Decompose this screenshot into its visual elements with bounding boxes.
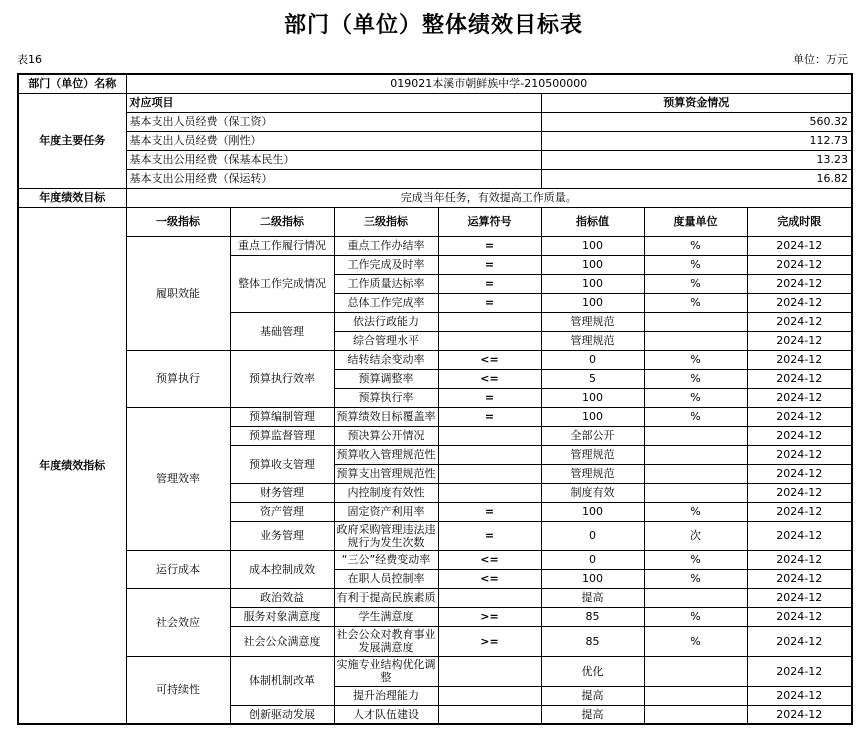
level2-cell: 整体工作完成情况 — [230, 255, 334, 312]
indicator-row — [18, 588, 852, 607]
header-unit: 度量单位 — [644, 207, 747, 236]
level2-cell: 预算监督管理 — [230, 426, 334, 445]
header-level2: 二级指标 — [230, 207, 334, 236]
indicator-row — [18, 350, 852, 369]
header-deadline: 完成时限 — [747, 207, 852, 236]
level3-cell: 预算执行率 — [334, 388, 438, 407]
target-value-cell: 管理规范 — [541, 445, 644, 464]
level3-cell: 重点工作办结率 — [334, 236, 438, 255]
deadline-cell: 2024-12 — [747, 255, 852, 274]
target-value-cell: 0 — [541, 350, 644, 369]
level2-cell: 创新驱动发展 — [230, 705, 334, 724]
level1-cell: 预算执行 — [126, 350, 230, 407]
performance-target-table — [17, 73, 853, 725]
target-value-cell: 全部公开 — [541, 426, 644, 445]
target-value-cell: 100 — [541, 407, 644, 426]
level2-cell: 财务管理 — [230, 483, 334, 502]
deadline-cell: 2024-12 — [747, 274, 852, 293]
deadline-cell: 2024-12 — [747, 656, 852, 686]
level1-cell: 社会效应 — [126, 588, 230, 656]
operator-cell — [438, 656, 541, 686]
unit-cell: % — [644, 502, 747, 521]
unit-label: 单位：万元 — [793, 53, 848, 66]
task-project: 基本支出人员经费（刚性） — [126, 131, 541, 150]
level1-cell: 可持续性 — [126, 656, 230, 724]
tasks-header-row — [18, 93, 852, 112]
target-value-cell: 管理规范 — [541, 464, 644, 483]
level3-cell: 在职人员控制率 — [334, 569, 438, 588]
operator-cell: = — [438, 293, 541, 312]
deadline-cell: 2024-12 — [747, 569, 852, 588]
target-value-cell: 管理规范 — [541, 312, 644, 331]
target-value-cell: 85 — [541, 607, 644, 626]
operator-cell: = — [438, 236, 541, 255]
level2-cell: 业务管理 — [230, 521, 334, 550]
tasks-label: 年度主要任务 — [18, 93, 126, 188]
target-value-cell: 0 — [541, 550, 644, 569]
unit-cell — [644, 588, 747, 607]
target-value-cell: 制度有效 — [541, 483, 644, 502]
target-value-cell: 100 — [541, 569, 644, 588]
target-value-cell: 优化 — [541, 656, 644, 686]
unit-cell — [644, 483, 747, 502]
deadline-cell: 2024-12 — [747, 686, 852, 705]
target-value-cell: 提高 — [541, 686, 644, 705]
unit-cell — [644, 705, 747, 724]
operator-cell — [438, 483, 541, 502]
target-value-cell: 提高 — [541, 705, 644, 724]
deadline-cell: 2024-12 — [747, 502, 852, 521]
task-project: 基本支出公用经费（保基本民生） — [126, 150, 541, 169]
deadline-cell: 2024-12 — [747, 369, 852, 388]
operator-cell — [438, 686, 541, 705]
level3-cell: 依法行政能力 — [334, 312, 438, 331]
unit-cell — [644, 445, 747, 464]
level3-cell: 综合管理水平 — [334, 331, 438, 350]
header-level1: 一级指标 — [126, 207, 230, 236]
level2-cell: 政治效益 — [230, 588, 334, 607]
deadline-cell: 2024-12 — [747, 350, 852, 369]
unit-cell: % — [644, 407, 747, 426]
task-budget: 560.32 — [541, 112, 852, 131]
level3-cell: 总体工作完成率 — [334, 293, 438, 312]
page-title: 部门（单位）整体绩效目标表 — [283, 12, 583, 38]
unit-cell: % — [644, 255, 747, 274]
unit-cell: % — [644, 369, 747, 388]
unit-cell: 次 — [644, 521, 747, 550]
deadline-cell: 2024-12 — [747, 464, 852, 483]
level3-cell: “三公”经费变动率 — [334, 550, 438, 569]
deadline-cell: 2024-12 — [747, 293, 852, 312]
level1-cell: 运行成本 — [126, 550, 230, 588]
operator-cell: = — [438, 502, 541, 521]
level3-cell: 实施专业结构优化调整 — [334, 656, 438, 686]
operator-cell: = — [438, 407, 541, 426]
deadline-cell: 2024-12 — [747, 550, 852, 569]
indicators-label: 年度绩效指标 — [18, 207, 126, 724]
operator-cell: <= — [438, 350, 541, 369]
unit-cell: % — [644, 236, 747, 255]
unit-cell: % — [644, 607, 747, 626]
operator-cell: >= — [438, 626, 541, 656]
operator-cell — [438, 588, 541, 607]
indicator-row — [18, 656, 852, 686]
level3-cell: 工作质量达标率 — [334, 274, 438, 293]
level1-cell: 履职效能 — [126, 236, 230, 350]
level2-cell: 预算执行效率 — [230, 350, 334, 407]
level2-cell: 资产管理 — [230, 502, 334, 521]
task-project: 基本支出公用经费（保运转） — [126, 169, 541, 188]
unit-cell: % — [644, 350, 747, 369]
level3-cell: 结转结余变动率 — [334, 350, 438, 369]
unit-cell: % — [644, 569, 747, 588]
target-value-cell: 85 — [541, 626, 644, 656]
operator-cell: <= — [438, 369, 541, 388]
level2-cell: 服务对象满意度 — [230, 607, 334, 626]
level3-cell: 预算支出管理规范性 — [334, 464, 438, 483]
indicator-row — [18, 236, 852, 255]
unit-cell — [644, 426, 747, 445]
task-row — [18, 112, 852, 131]
operator-cell: = — [438, 274, 541, 293]
unit-cell: % — [644, 388, 747, 407]
operator-cell — [438, 312, 541, 331]
deadline-cell: 2024-12 — [747, 312, 852, 331]
unit-cell: % — [644, 274, 747, 293]
level3-cell: 预算绩效目标覆盖率 — [334, 407, 438, 426]
level2-cell: 预算收支管理 — [230, 445, 334, 483]
operator-cell: = — [438, 388, 541, 407]
operator-cell: >= — [438, 607, 541, 626]
target-value-cell: 100 — [541, 388, 644, 407]
task-budget: 16.82 — [541, 169, 852, 188]
target-value-cell: 100 — [541, 502, 644, 521]
deadline-cell: 2024-12 — [747, 705, 852, 724]
unit-cell — [644, 656, 747, 686]
level3-cell: 人才队伍建设 — [334, 705, 438, 724]
target-value-cell: 5 — [541, 369, 644, 388]
deadline-cell: 2024-12 — [747, 445, 852, 464]
level3-cell: 工作完成及时率 — [334, 255, 438, 274]
operator-cell: = — [438, 255, 541, 274]
task-row — [18, 150, 852, 169]
level3-cell: 内控制度有效性 — [334, 483, 438, 502]
target-value-cell: 100 — [541, 255, 644, 274]
level3-cell: 学生满意度 — [334, 607, 438, 626]
target-value-cell: 提高 — [541, 588, 644, 607]
level3-cell: 提升治理能力 — [334, 686, 438, 705]
unit-cell — [644, 312, 747, 331]
deadline-cell: 2024-12 — [747, 626, 852, 656]
unit-cell — [644, 464, 747, 483]
goal-text: 完成当年任务，有效提高工作质量。 — [126, 188, 852, 207]
level2-cell: 成本控制成效 — [230, 550, 334, 588]
unit-cell — [644, 331, 747, 350]
unit-cell: % — [644, 293, 747, 312]
header-level3: 三级指标 — [334, 207, 438, 236]
level3-cell: 政府采购管理违法违规行为发生次数 — [334, 521, 438, 550]
level3-cell: 有利于提高民族素质 — [334, 588, 438, 607]
task-budget: 112.73 — [541, 131, 852, 150]
goal-label: 年度绩效目标 — [18, 188, 126, 207]
unit-cell: % — [644, 626, 747, 656]
deadline-cell: 2024-12 — [747, 407, 852, 426]
operator-cell — [438, 705, 541, 724]
task-project: 基本支出人员经费（保工资） — [126, 112, 541, 131]
level2-cell: 体制机制改革 — [230, 656, 334, 705]
deadline-cell: 2024-12 — [747, 331, 852, 350]
deadline-cell: 2024-12 — [747, 388, 852, 407]
project-header: 对应项目 — [126, 93, 541, 112]
level1-cell: 管理效率 — [126, 407, 230, 550]
task-row — [18, 169, 852, 188]
target-value-cell: 100 — [541, 274, 644, 293]
level3-cell: 预算收入管理规范性 — [334, 445, 438, 464]
unit-cell: % — [644, 550, 747, 569]
operator-cell — [438, 445, 541, 464]
level2-cell: 基础管理 — [230, 312, 334, 350]
operator-cell — [438, 464, 541, 483]
target-value-cell: 管理规范 — [541, 331, 644, 350]
level2-cell: 社会公众满意度 — [230, 626, 334, 656]
goal-row — [18, 188, 852, 207]
level2-cell: 重点工作履行情况 — [230, 236, 334, 255]
level3-cell: 预决算公开情况 — [334, 426, 438, 445]
table-number: 表16 — [17, 53, 42, 66]
operator-cell — [438, 426, 541, 445]
level3-cell: 预算调整率 — [334, 369, 438, 388]
level3-cell: 固定资产利用率 — [334, 502, 438, 521]
deadline-cell: 2024-12 — [747, 236, 852, 255]
deadline-cell: 2024-12 — [747, 607, 852, 626]
deadline-cell: 2024-12 — [747, 588, 852, 607]
task-row — [18, 131, 852, 150]
budget-header: 预算资金情况 — [541, 93, 852, 112]
dept-row — [18, 74, 852, 93]
operator-cell: <= — [438, 550, 541, 569]
task-budget: 13.23 — [541, 150, 852, 169]
target-value-cell: 0 — [541, 521, 644, 550]
deadline-cell: 2024-12 — [747, 426, 852, 445]
header-operator: 运算符号 — [438, 207, 541, 236]
deadline-cell: 2024-12 — [747, 521, 852, 550]
indicator-row — [18, 550, 852, 569]
operator-cell — [438, 331, 541, 350]
operator-cell: = — [438, 521, 541, 550]
deadline-cell: 2024-12 — [747, 483, 852, 502]
dept-label: 部门（单位）名称 — [18, 74, 126, 93]
header-target-value: 指标值 — [541, 207, 644, 236]
indicator-header-row — [18, 207, 852, 236]
indicator-row — [18, 407, 852, 426]
unit-cell — [644, 686, 747, 705]
target-value-cell: 100 — [541, 236, 644, 255]
operator-cell: <= — [438, 569, 541, 588]
level3-cell: 社会公众对教育事业发展满意度 — [334, 626, 438, 656]
dept-name: 019021本溪市朝鲜族中学-210500000 — [126, 74, 852, 93]
level2-cell: 预算编制管理 — [230, 407, 334, 426]
target-value-cell: 100 — [541, 293, 644, 312]
